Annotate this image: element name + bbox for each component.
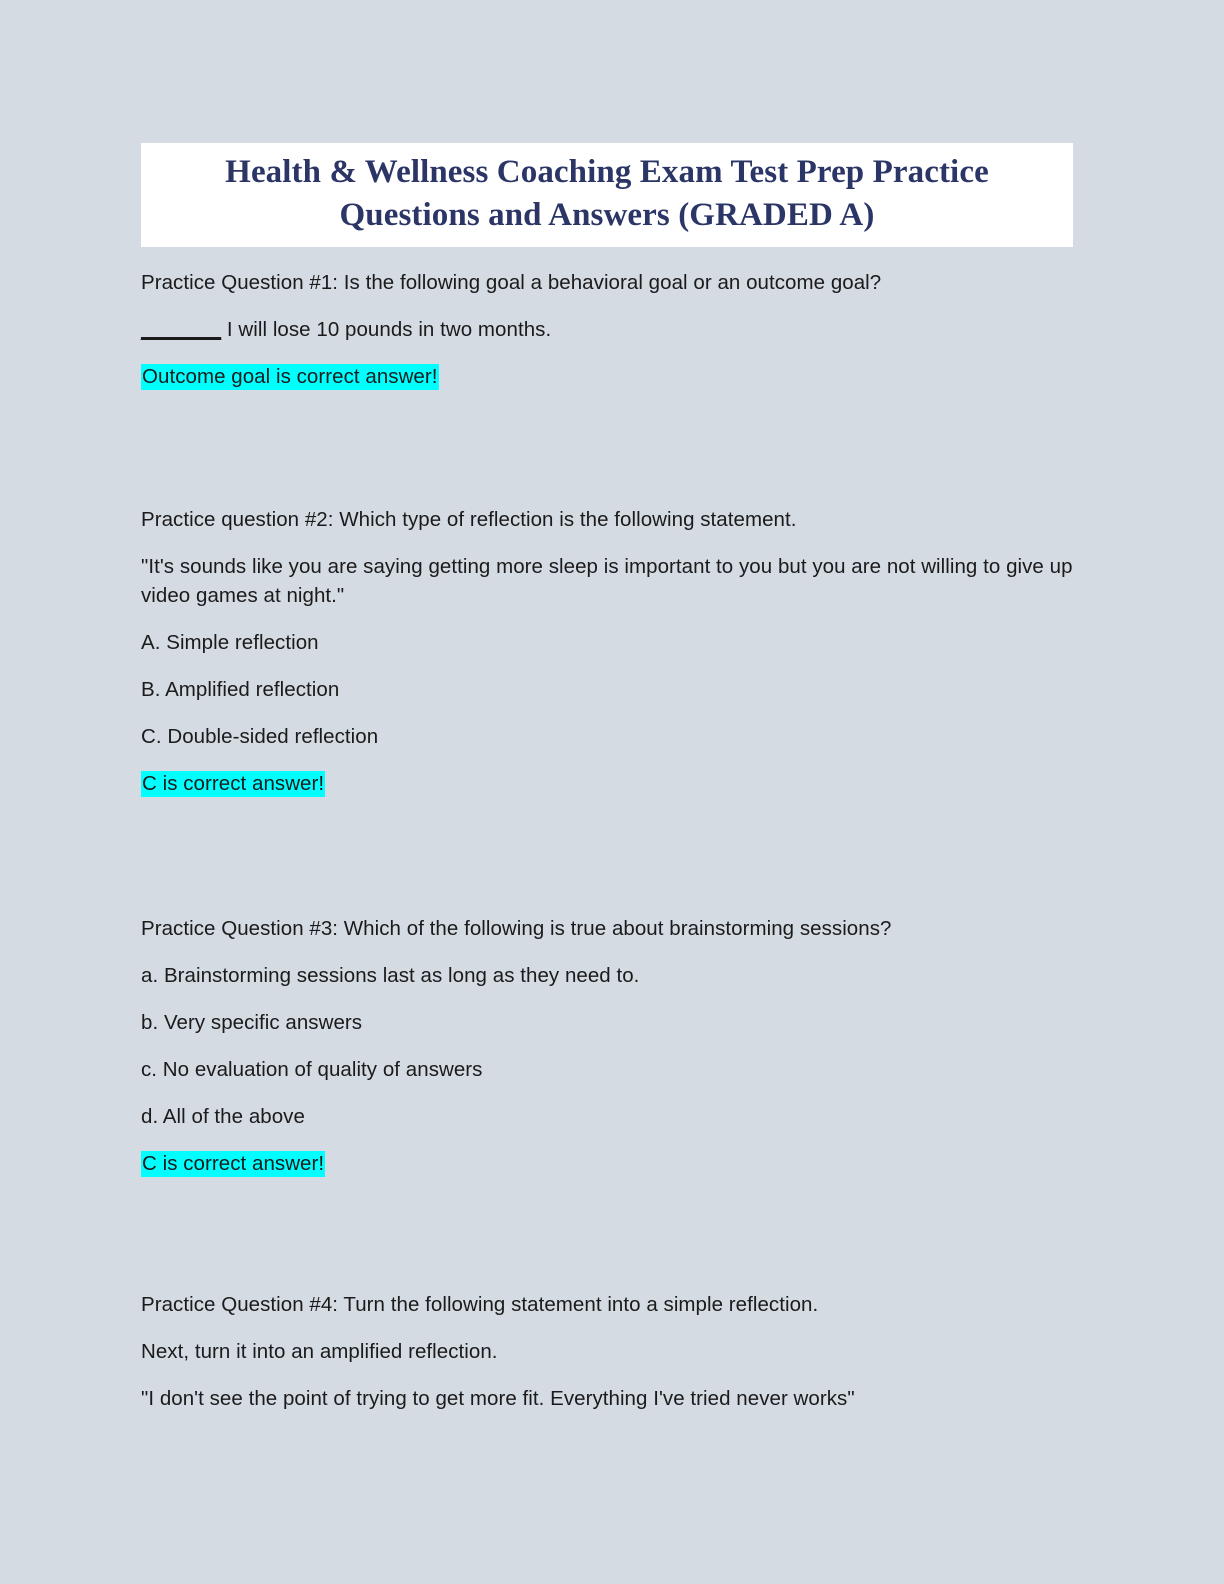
section-spacer-2 bbox=[141, 816, 1073, 914]
question-3-option-a: a. Brainstorming sessions last as long as they need to. bbox=[141, 964, 640, 987]
question-3-option-c: c. No evaluation of quality of answers bbox=[141, 1058, 483, 1081]
question-2-option-b: B. Amplified reflection bbox=[141, 678, 340, 701]
question-1-blank: _______ bbox=[141, 318, 222, 341]
document-title-line-2: Questions and Answers (GRADED A) bbox=[339, 197, 875, 233]
question-2-prompt: Practice question #2: Which type of reflection is the following statement. bbox=[141, 508, 797, 531]
question-block-4 bbox=[141, 1290, 1073, 1413]
section-spacer-3 bbox=[141, 1196, 1073, 1290]
question-block-2 bbox=[141, 505, 1073, 798]
question-2-answer-highlight: C is correct answer! bbox=[142, 772, 325, 795]
question-3-option-b: b. Very specific answers bbox=[141, 1011, 363, 1034]
question-2-option-c: C. Double-sided reflection bbox=[141, 725, 379, 748]
document-body bbox=[141, 268, 1073, 1431]
question-3-prompt: Practice Question #3: Which of the following is true about brainstorming sessions? bbox=[141, 917, 892, 940]
question-block-1 bbox=[141, 268, 1073, 391]
question-1-statement bbox=[141, 315, 1073, 344]
question-1-answer-highlight: Outcome goal is correct answer! bbox=[142, 365, 438, 388]
question-1-prompt: Practice Question #1: Is the following goal a behavioral goal or an outcome goal? bbox=[141, 271, 882, 294]
question-4-prompt: Practice Question #4: Turn the following statement into a simple reflection. bbox=[141, 1293, 819, 1316]
section-spacer-1 bbox=[141, 409, 1073, 505]
question-2-statement: "It's sounds like you are saying getting more sleep is important to you but you are not willing to give up video games at night." bbox=[141, 555, 1073, 607]
question-1-answer bbox=[141, 362, 1073, 391]
question-1-statement-text: I will lose 10 pounds in two months. bbox=[221, 318, 552, 341]
question-2-answer bbox=[141, 769, 1073, 798]
question-3-option-d: d. All of the above bbox=[141, 1105, 305, 1128]
question-3-answer-highlight: C is correct answer! bbox=[142, 1152, 325, 1175]
document-title-line-1: Health & Wellness Coaching Exam Test Prep Practice bbox=[225, 154, 989, 190]
question-4-statement: "I don't see the point of trying to get more fit. Everything I've tried never works" bbox=[141, 1387, 855, 1410]
question-3-answer bbox=[141, 1149, 1073, 1178]
question-4-instruction: Next, turn it into an amplified reflection. bbox=[141, 1340, 498, 1363]
document-title-band bbox=[141, 143, 1073, 247]
question-2-option-a: A. Simple reflection bbox=[141, 631, 319, 654]
question-block-3 bbox=[141, 914, 1073, 1178]
